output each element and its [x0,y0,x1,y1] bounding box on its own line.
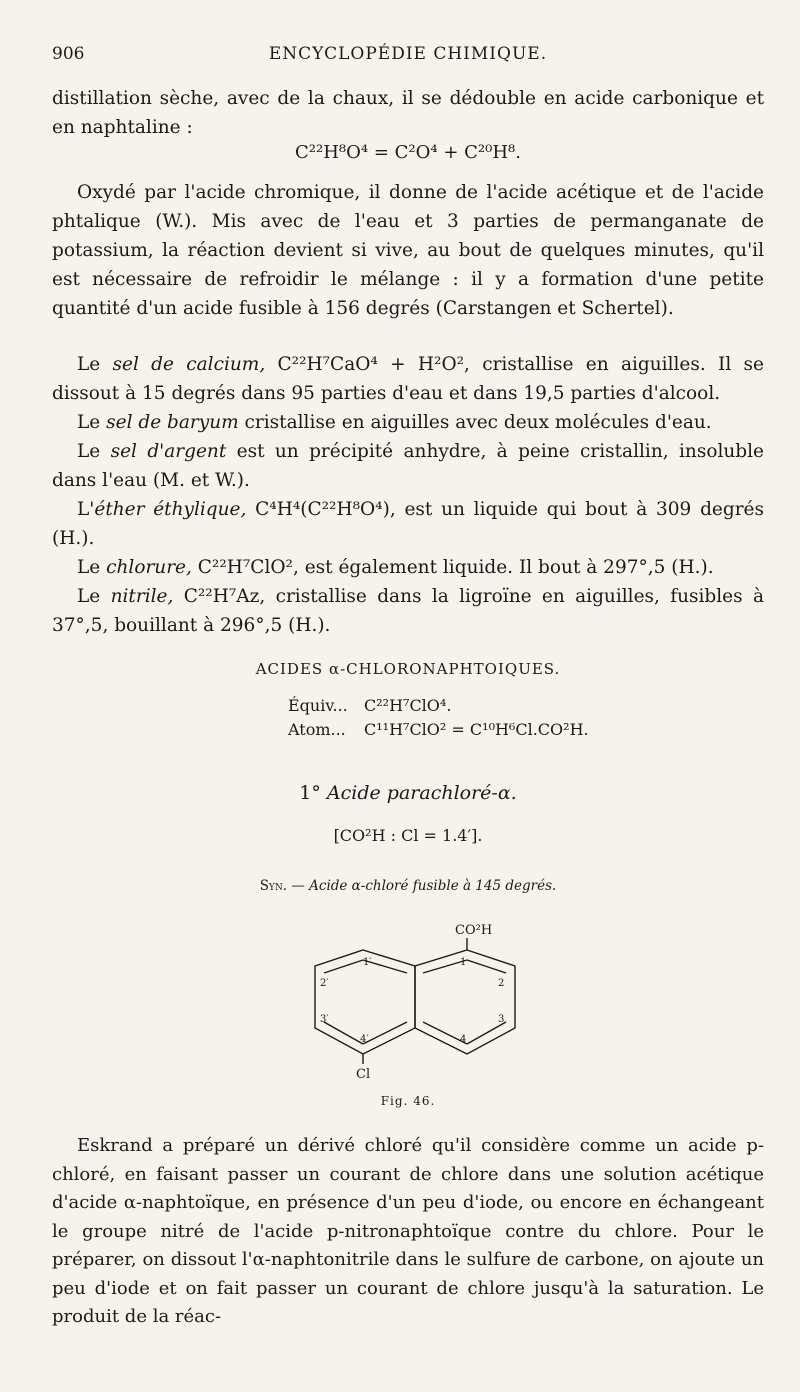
subsection-title: 1° Acide parachloré-α. [299,782,517,804]
equation [52,142,764,163]
page-number: 906 [52,44,85,64]
position-label: 1′ [363,957,372,968]
intro-text: distillation sèche, avec de la chaux, il se dédouble en acide carbonique et en naphtaline : [52,88,764,138]
position-label: 3 [498,1014,505,1025]
position-label: 1 [460,957,467,968]
section-title: ACIDES α-CHLORONAPHTOIQUES. [255,660,561,678]
figure-caption: Fig. 46. [380,1094,436,1108]
position-label: 4′ [360,1034,369,1045]
running-title: ENCYCLOPÉDIE CHIMIQUE. [268,44,548,64]
eskrand-text: Eskrand a préparé un dérivé chloré qu'il considère comme un acide p-chloré, en faisant passer un courant de chlore dans une solution acétique d'acide α-naphtoïque, en présence d'un peu d'iode, ou encore en échangeant le groupe nitré de l'acide p-nitronaphtoïque contre du chlore. Pour le préparer, on dissout l'α-naphtonitrile dans le sulfure de carbone, on ajoute un peu d'iode et on fait passer un courant de chlore jusqu'à la saturation. Le produit de la réac- [52,1135,764,1327]
salt-paragraph: Le sel de calcium, C²²H⁷CaO⁴ + H²O², cristallise en aiguilles. Il se dissout à 15 degrés dans 95 parties d'eau et dans 19,5 parties d'alcool. [52,354,764,404]
position-ratio: [CO²H : Cl = 1.4′]. [333,826,483,845]
eskrand-paragraph [52,1132,764,1332]
cl-label: Cl [356,1067,371,1082]
salts-paragraphs [52,350,764,640]
naphthalene-structure-diagram [300,918,530,1088]
salt-paragraph: Le chlorure, C²²H⁷ClO², est également liquide. Il bout à 297°,5 (H.). [77,557,714,578]
salt-paragraph: Le nitrile, C²²H⁷Az, cristallise dans la ligroïne en aiguilles, fusibles à 37°,5, bouillant à 296°,5 (H.). [52,586,764,636]
equiv-line: Équiv... C²²H⁷ClO⁴. [288,696,452,715]
position-label: 4 [460,1034,467,1045]
position-label: 2 [498,978,505,989]
equation-rhs: C²O⁴ + C²⁰H⁸. [394,142,521,163]
position-label: 3′ [320,1014,329,1025]
oxidation-paragraph [52,178,764,323]
salt-paragraph: L'éther éthylique, C⁴H⁴(C²²H⁸O⁴), est un liquide qui bout à 309 degrés (H.). [52,499,765,549]
salt-paragraph: Le sel de baryum cristallise en aiguilles avec deux molécules d'eau. [77,412,712,433]
salt-paragraph: Le sel d'argent est un précipité anhydre, à peine cristallin, insoluble dans l'eau (M. et W.). [52,441,765,491]
equals-sign: = [373,142,395,163]
page-header [52,44,764,68]
co2h-label: CO²H [455,923,493,938]
atom-line: Atom... C¹¹H⁷ClO² = C¹⁰H⁶Cl.CO²H. [288,720,589,739]
oxidation-text: Oxydé par l'acide chromique, il donne de l'acide acétique et de l'acide phtalique (W.). Mis avec de l'eau et 3 parties de permanganate de potassium, la réaction devient si vive, au bout de quelques minutes, qu'il est nécessaire de refroidir le mélange : il y a formation d'une petite quantité d'un acide fusible à 156 degrés (Carstangen et Schertel). [52,182,764,319]
equation-lhs: C²²H⁸O⁴ [295,142,369,163]
synonym-line: Syn. — Acide α-chloré fusible à 145 degrés. [259,878,557,894]
position-label: 2′ [320,978,329,989]
equivalence-block [288,694,589,742]
intro-paragraph [52,84,764,142]
